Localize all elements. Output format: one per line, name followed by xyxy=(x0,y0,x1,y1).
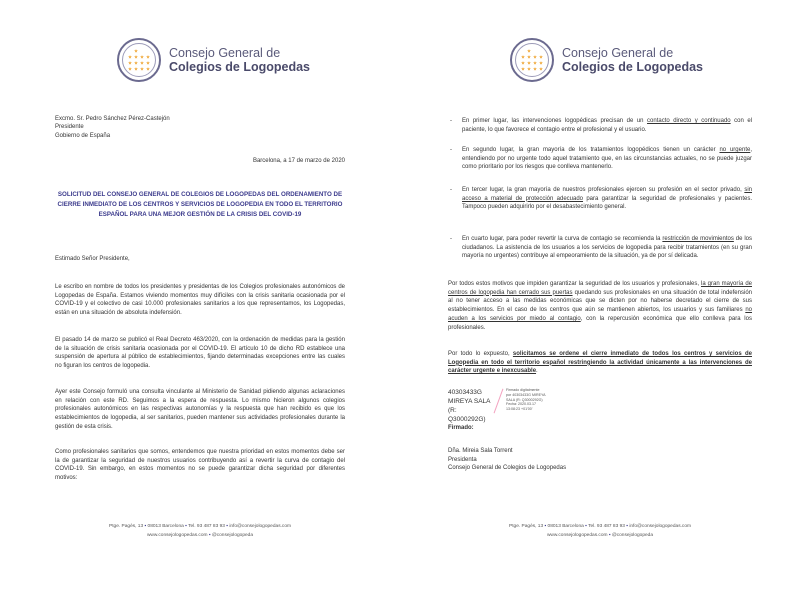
footer-phone: Tel. 93 487 83 93 xyxy=(588,524,625,529)
dash-bullet-icon: - xyxy=(450,187,452,193)
separator-icon: ▪ xyxy=(226,524,228,529)
dash-bullet-icon: - xyxy=(450,236,452,242)
footer-email[interactable]: info@consejologopedas.com xyxy=(229,524,291,529)
greeting: Estimado Señor Presidente, xyxy=(55,256,130,262)
separator-icon: ▪ xyxy=(608,533,611,538)
paragraph: Como profesionales sanitarios que somos, entendemos que nuestra prioridad en estos momentos debe ser la de garantizar la seguridad de nuestros usuarios contribuyendo así a revertir la curva de contagio del COVID-19. Sin embargo, en estos momentos no se puede garantizar dicha seguridad por diferentes motivos: xyxy=(55,449,345,482)
bullet-item: - En cuarto lugar, para poder revertir la curva de contagio se recomienda la restricción de movimientos de los ciudadanos. La asistencia de los usuarios a los servicios de logopedia para recibir tratamientos (en su gran mayoría no urgentes) contribuye al empeoramiento de la situación, ya de por sí delicada. xyxy=(450,236,752,260)
signer-org: Consejo General de Colegios de Logopedas xyxy=(448,465,567,471)
footer-postal: 08013 Barcelona xyxy=(147,524,184,529)
addressee-role: Presidente xyxy=(55,124,84,131)
separator-icon: ▪ xyxy=(185,524,187,529)
footer-email[interactable]: info@consejologopedas.com xyxy=(629,524,691,529)
request-statement: solicitamos se ordene el cierre inmediato de todos los centros y servicios de Logopedia en todo el territorio español restringiendo la actividad únicamente a las intervenciones de carácter urgente e inexcusable xyxy=(448,351,752,375)
bullet-item: - En segundo lugar, la gran mayoría de los tratamientos logopédicos tienen un carácter no urgente, entendiendo por no urgente todo aquel tratamiento que, en las circunstancias actuales, no se puede juzgar como prioritario por los riesgos que conlleva mantenerlo. xyxy=(450,147,752,171)
footer-web[interactable]: www.consejologopedas.com xyxy=(146,533,208,538)
separator-icon: ▪ xyxy=(585,524,587,529)
paragraph: Le escribo en nombre de todos los presidentes y presidentas de los Colegios profesionales autonómicos de Logopedas de España. Estamos viviendo momentos muy difíciles con la crisis sanitaria ocasionada por el COVID-19 y el colectivo de casi 10.000 profesionales sanitarios a los que representamos, los Logopedas, están en una situación de absoluta indefensión. xyxy=(55,284,345,317)
addressee-name: Excmo. Sr. Pedro Sánchez Pérez-Castejón xyxy=(55,116,170,122)
motives-paragraph: Por todos estos motivos que impiden garantizar la seguridad de los usuarios y profesionales, la gran mayoría de centros de logopedia han cerrado sus puertas quedando sus profesionales en una situación de total indefensión al no tener acceso a las medidas económicas que se dicten por no haberse decretado el cierre de sus establecimientos. En el caso de los centros que aún se mantienen abiertos, los usuarios y sus familiares no acuden a los servicios por miedo al contagio, con la repercusión económica que ello conlleva para los profesionales. xyxy=(448,281,752,331)
separator-icon: ▪ xyxy=(626,524,628,529)
organization-logo xyxy=(117,38,310,82)
paragraph: Ayer este Consejo formuló una consulta vinculante al Ministerio de Sanidad pidiendo algunas aclaraciones en relación con este RD. Seguimos a la espera de respuesta. Lo mismo hicieron algunos colegios profesionales autonómicos en las respectivas autonomías y la respuesta que han recibido es que los establecimientos de logopedia, al ser sanitarios, pueden mantener sus actividades profesionales durante la gestión de esta crisis. xyxy=(55,389,345,430)
signer-name: Dña. Mireia Sala Torrent xyxy=(448,448,513,454)
signed-label: Firmado: xyxy=(448,425,474,431)
seal-with-stars-icon xyxy=(510,38,554,82)
letter-page-2 xyxy=(400,0,800,600)
bullet-item: - En primer lugar, las intervenciones logopédicas precisan de un contacto directo y continuado con el paciente, lo que favorece el contagio entre el profesional y el usuario. xyxy=(450,118,752,133)
org-name-line1: Consejo General de xyxy=(169,46,281,60)
seal-with-stars-icon xyxy=(117,38,161,82)
org-name-line2: Colegios de Logopedas xyxy=(562,60,703,74)
paragraph: El pasado 14 de marzo se publicó el Real Decreto 463/2020, con la ordenación de medidas para la gestión de la situación de crisis sanitaria ocasionada por el COVID-19. El artículo 10 de dicho RD establece una suspensión de apertura al público de establecimientos, fijando determinadas excepciones entre las cuales no figuran los centros de logopedia. xyxy=(55,337,345,370)
footer-social[interactable]: @consejologopeda xyxy=(211,533,254,538)
org-name-line1: Consejo General de xyxy=(562,46,674,60)
page-footer xyxy=(0,522,400,540)
separator-icon: ▪ xyxy=(208,533,211,538)
letter-date: Barcelona, a 17 de marzo de 2020 xyxy=(252,158,345,164)
footer-address: Ptge. Pagès, 13 xyxy=(109,524,144,529)
footer-address: Ptge. Pagès, 13 xyxy=(509,524,544,529)
signer-block xyxy=(448,447,648,473)
org-name-line2: Colegios de Logopedas xyxy=(169,60,310,74)
dash-bullet-icon: - xyxy=(450,118,452,124)
request-paragraph: Por todo lo expuesto, solicitamos se ordene el cierre inmediato de todos los centros y servicios de Logopedia en todo el territorio español restringiendo la actividad únicamente a las intervenciones de carácter urgente e inexcusable. xyxy=(448,351,752,375)
dash-bullet-icon: - xyxy=(450,147,452,153)
organization-logo xyxy=(510,38,703,82)
digital-signature: 40303433G MIREYA SALA (R: Q3000292G) Firmado digitalmente por 40303433G MIREYA SALA (R: Q3000292G) Fecha: 2020.03.17 13:08:23 +01'00' xyxy=(448,388,546,423)
footer-phone: Tel. 93 487 83 93 xyxy=(188,524,225,529)
footer-social[interactable]: @consejologopeda xyxy=(611,533,654,538)
signature-mark-icon xyxy=(492,388,506,414)
separator-icon: ▪ xyxy=(544,524,547,529)
bullet-item: - En tercer lugar, la gran mayoría de nuestros profesionales ejercen su profesión en el sector privado, sin acceso a material de protección adecuado para garantizar la seguridad de profesionales y pacientes. Tampoco pueden adquirirlo por el desabastecimiento general. xyxy=(450,187,752,211)
page-footer xyxy=(400,522,800,540)
footer-web[interactable]: www.consejologopedas.com xyxy=(546,533,608,538)
signer-role: Presidenta xyxy=(448,456,477,463)
addressee-org: Gobierno de España xyxy=(55,132,111,139)
footer-postal: 08013 Barcelona xyxy=(547,524,584,529)
letter-title: SOLICITUD DEL CONSEJO GENERAL DE COLEGIOS DE LOGOPEDAS DEL ORDENAMIENTO DE CIERRE INMEDIATO DE LOS CENTROS Y SERVICIOS DE LOGOPEDIA EN TODO EL TERRITORIO ESPAÑOL PARA UNA MEJOR GESTIÓN DE LA CRISIS DEL COVID-19 xyxy=(57,191,343,218)
addressee-block xyxy=(55,115,255,140)
separator-icon: ▪ xyxy=(144,524,147,529)
